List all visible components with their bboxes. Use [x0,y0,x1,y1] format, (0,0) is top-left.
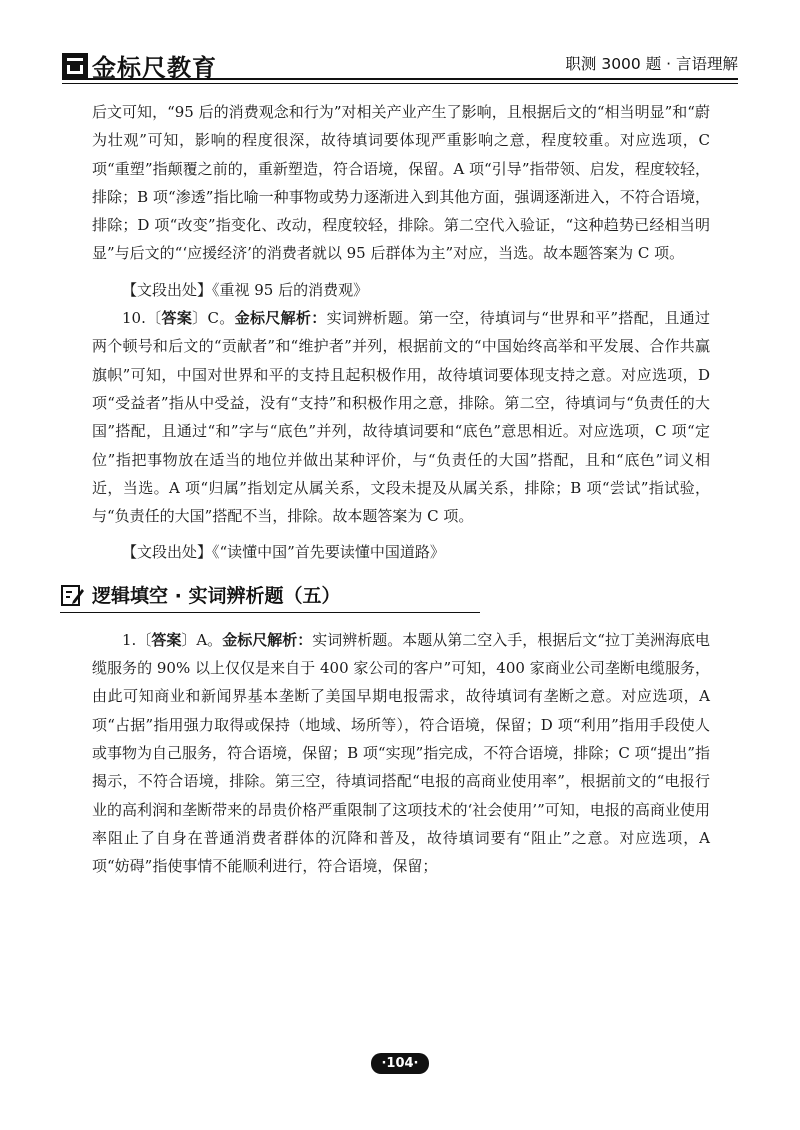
page-header [62,42,738,88]
question-number: 10.〔 [122,309,162,328]
answer-value: 〕C。 [192,309,235,328]
question-number: 1.〔 [122,630,152,649]
analysis-label: 金标尺解析： [234,309,327,328]
answer-paragraph: 后文可知，“95 后的消费观念和行为”对相关产业产生了影响，且根据后文的“相当明显”和“蔚为壮观”可知，影响的程度很深，故待填词要体现严重影响之意，程度较重。对应选项，C 项“重塑”指颠覆之前的，重新塑造，符合语境，保留。A 项“引导”指带领、启发，程度较轻，排除；B 项“渗透”指比喻一种事物或势力逐渐进入到其他方面，强调逐渐进入，不符合语境，排除；D 项“改变”指变化、改动，程度较轻，排除。第二空代入验证，“这种趋势已经相当明显”与后文的“‘应援经济’的消费者就以 95 后群体为主”对应，当选。故本题答案为 C 项。 [92,103,710,263]
question-10-explanation [92,304,710,530]
section-heading [60,581,710,610]
edit-icon [60,583,84,607]
book-title: 职测 3000 题 · 言语理解 [565,55,738,73]
page-number [0,1052,800,1074]
analysis-text: 实词辨析题。本题从第二空入手，根据后文“拉丁美洲海底电缆服务的 90% 以上仅仅是来自于 400 家公司的客户”可知，400 家商业公司垄断电缆服务，由此可知商业和新闻界基本垄断了美国早期电报需求，故待填词有垄断之意。对应选项，A 项“占据”指用强力取得或保持（地域、场所等），符合语境，保留；D 项“利用”指用手段使人或事物为自己服务，符合语境，保留；B 项“实现”指完成，不符合语境，排除；C 项“提出”指揭示，不符合语境，排除。第三空，待填词搭配“电报的高商业使用率”，根据前文的“电报行业的高利润和垄断带来的昂贵价格严重限制了这项技术的‘社会使用’”可知，电报的高商业使用率阻止了自身在普通消费者群体的沉降和普及，故待填词要有“阻止”之意。对应选项，A 项“妨碍”指使事情不能顺利进行，符合语境，保留； [92,630,710,876]
answer-label: 答案 [161,309,193,328]
source-citation: 【文段出处】《重视 95 后的消费观》 [122,280,369,299]
page-number-badge: ·104· [371,1053,428,1074]
page-content [92,98,710,880]
logo-text: 金标尺教育 [92,54,217,82]
header-divider [62,78,738,80]
logo-icon [62,53,88,79]
answer-value: 〕A。 [181,630,223,649]
source-citation: 【文段出处】《“读懂中国”首先要读懂中国道路》 [122,543,445,562]
section-underline [60,612,480,613]
header-divider-thin [62,83,738,84]
answer-label: 答案 [151,630,182,649]
section-title: 逻辑填空 · 实词辨析题（五） [92,584,341,607]
analysis-label: 金标尺解析： [222,630,313,649]
question-1-explanation [92,626,710,881]
analysis-text: 实词辨析题。第一空，待填词与“世界和平”搭配，且通过两个顿号和后文的“贡献者”和“维护者”并列，根据前文的“中国始终高举和平发展、合作共赢旗帜”可知，中国对世界和平的支持且起积极作用，故待填词要体现支持之意。对应选项，D 项“受益者”指从中受益，没有“支持”和积极作用之意，排除。第二空，待填词与“负责任的大国”搭配，且通过“和”字与“底色”并列，故待填词要和“底色”意思相近。对应选项，C 项“定位”指把事物放在适当的地位并做出某种评价，与“负责任的大国”搭配，且和“底色”词义相近，当选。A 项“归属”指划定从属关系，文段未提及从属关系，排除；B 项“尝试”指试验，与“负责任的大国”搭配不当，排除。故本题答案为 C 项。 [92,309,710,526]
